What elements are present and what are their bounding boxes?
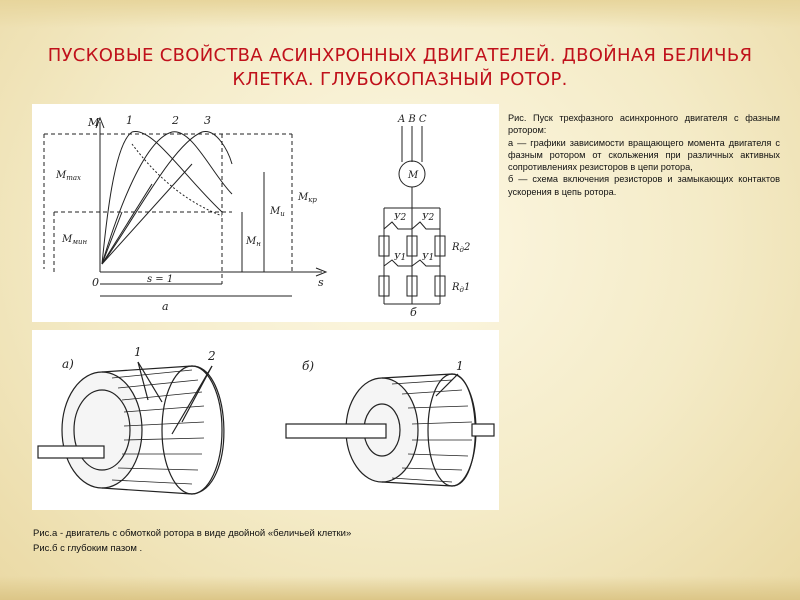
motor-label: M [408, 170, 419, 181]
axis-x-label: s [318, 276, 324, 289]
start-line-3 [102, 164, 192, 264]
mn-label: $M_н$ [246, 236, 261, 248]
y1-label-2: У1 [422, 253, 435, 263]
mcr-label: $M_{кр}$ [298, 192, 317, 204]
curve-2 [102, 132, 232, 264]
deep-slot-rotor [286, 374, 494, 486]
rotor-b-shaft-left [286, 424, 386, 438]
caption-bottom-line-2: Рис.б с глубоким пазом . [33, 543, 143, 554]
mmax-label: $M_{max}$ [56, 170, 82, 182]
part-b-label: б [410, 306, 417, 319]
rotor-a-label: а) [62, 357, 74, 371]
rotor-drawings-svg [32, 330, 499, 510]
r1-label: $R_д1$ [452, 282, 471, 294]
figure-caption-bottom [33, 526, 513, 556]
callout-2-label: 2 [208, 349, 216, 363]
double-cage-rotor [38, 362, 224, 494]
rotor-a-back-face [162, 366, 222, 494]
callout-b1-label: 1 [456, 359, 464, 373]
axis-y-label: M [88, 116, 100, 129]
origin-label: 0 [92, 276, 99, 289]
callout-2-leader-b [172, 366, 212, 434]
callout-1-leader-a [138, 362, 148, 400]
callout-b1-leader [436, 374, 458, 396]
contact-y2-a [384, 222, 412, 229]
part-a-label: а [162, 300, 169, 313]
caption-top-line-3: б — схема включения резисторов и замыкающих контактов ускорения в цепь ротора. [508, 174, 780, 197]
rotor-a-shaft [38, 446, 104, 458]
torque-slip-svg [32, 104, 499, 322]
curve-label-3: 3 [204, 114, 211, 127]
rotor-b-shaft-right [472, 424, 494, 436]
rotor-b-label: б) [302, 359, 315, 373]
y2-label-1: У2 [394, 213, 407, 223]
callout-1-label: 1 [134, 345, 142, 359]
contact-y2-b [412, 222, 440, 229]
s1-label: s = 1 [147, 274, 174, 285]
rotor-drawings-figure [32, 330, 499, 510]
r2-label: $R_д2$ [452, 242, 471, 254]
caption-top-line-1: Рис. Пуск трехфазного асинхронного двигателя с фазным ротором: [508, 113, 780, 136]
torque-slip-figure [32, 104, 499, 322]
start-line-2 [102, 184, 152, 264]
phases-label: A B C [398, 114, 427, 125]
curve-label-1: 1 [126, 114, 133, 127]
caption-bottom-line-1: Рис.а - двигатель с обмоткой ротора в виде двойной «беличьей клетки» [33, 528, 352, 539]
caption-top-line-2: а — графики зависимости вращающего момента двигателя с фазным ротором от скольжения при различных активных сопротивлениях резисторов в цепи ротора, [508, 137, 780, 173]
curve-label-2: 2 [172, 114, 179, 127]
mmin-label: $M_{мин}$ [62, 234, 88, 246]
y2-label-2: У2 [422, 213, 435, 223]
curve-3 [102, 132, 232, 264]
mu-label: $M_u$ [270, 206, 285, 218]
y1-label-1: У1 [394, 253, 407, 263]
slide-title: ПУСКОВЫЕ СВОЙСТВА АСИНХРОННЫХ ДВИГАТЕЛЕЙ. ДВОЙНАЯ БЕЛИЧЬЯ КЛЕТКА. ГЛУБОКОПАЗНЫЙ РОТОР. [47, 45, 753, 90]
figure-caption-top [508, 112, 780, 198]
